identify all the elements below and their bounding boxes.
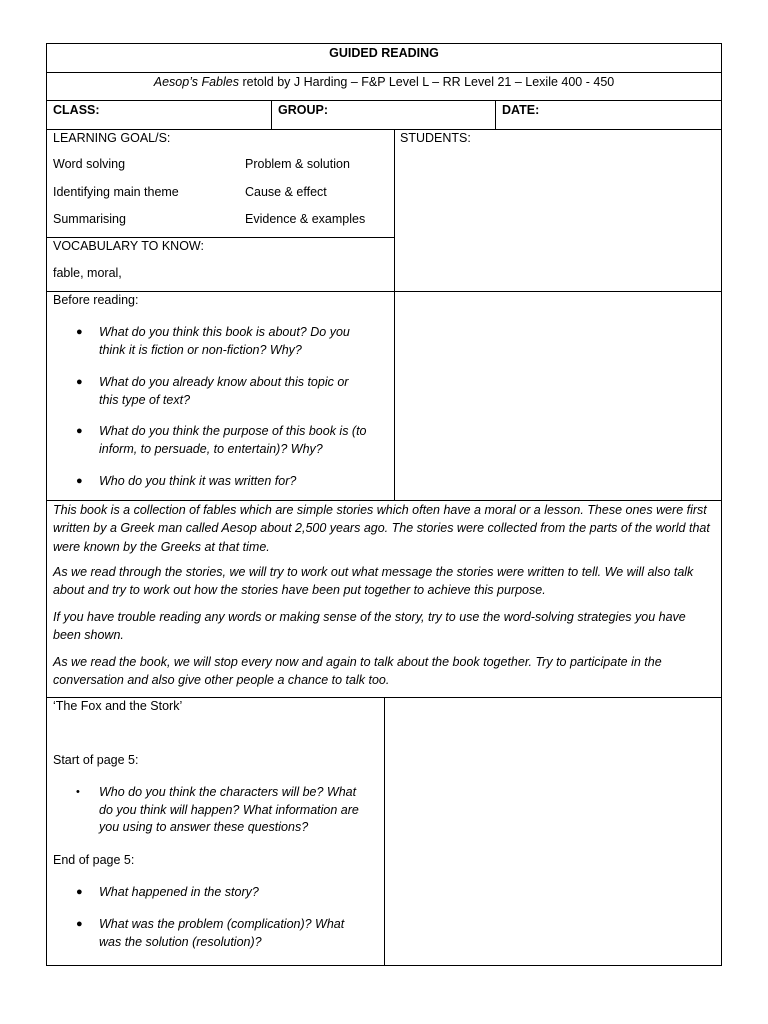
rule-story-split <box>384 697 385 966</box>
book-title: Aesop’s Fables <box>153 75 239 89</box>
date-label: DATE: <box>502 103 540 117</box>
rule-under-vocab <box>46 291 722 292</box>
vocabulary-words: fable, moral, <box>53 266 122 280</box>
book-details: retold by J Harding – F&P Level L – RR Level 21 – Lexile 400 - 450 <box>239 75 615 89</box>
bullet-icon: ● <box>76 326 83 338</box>
goal-evidence-examples: Evidence & examples <box>245 212 366 226</box>
rule-under-title <box>46 72 722 73</box>
bullet-icon: ● <box>76 918 83 930</box>
goal-word-solving: Word solving <box>53 157 126 171</box>
intro-paragraph-1: This book is a collection of fables which are simple stories which often have a moral or a lesson. These ones were first written by a Greek man called Aesop about 2,500 years ago. The stories were collected from the parts of the world that were known by the Greeks at that time. <box>53 503 710 554</box>
goal-summarising: Summarising <box>53 212 126 226</box>
rule-info-split-2 <box>495 100 496 129</box>
rule-under-book <box>46 100 722 101</box>
start-page-label: Start of page 5: <box>53 753 139 767</box>
book-line <box>46 74 722 91</box>
learning-goals-label: LEARNING GOAL/S: <box>53 131 171 145</box>
class-label: CLASS: <box>53 103 100 117</box>
goal-cause-effect: Cause & effect <box>245 185 327 199</box>
rule-goals-split <box>394 129 395 500</box>
students-label: STUDENTS: <box>400 131 471 145</box>
bullet-icon: ● <box>76 886 83 898</box>
intro-paragraph-4: As we read the book, we will stop every now and again to talk about the book together. Try to participate in the conversation and also give other people a chance to talk too. <box>53 655 662 688</box>
intro-paragraph-2: As we read through the stories, we will try to work out what message the stories were written to tell. We will also talk about and try to work out how the stories have been put together to achieve this purpose. <box>53 565 694 598</box>
page-title: GUIDED READING <box>329 46 439 60</box>
bullet-icon: ● <box>76 425 83 437</box>
story-title: ‘The Fox and the Stork’ <box>53 699 183 713</box>
goal-problem-solution: Problem & solution <box>245 157 350 171</box>
intro-paragraph-3: If you have trouble reading any words or making sense of the story, try to use the word-solving strategies you have been shown. <box>53 610 686 643</box>
bullet-icon: • <box>76 786 80 798</box>
bullet-icon: ● <box>76 475 83 487</box>
bullet-icon: ● <box>76 376 83 388</box>
vocabulary-label: VOCABULARY TO KNOW: <box>53 239 204 253</box>
before-reading-label: Before reading: <box>53 293 139 307</box>
group-label: GROUP: <box>278 103 328 117</box>
end-page-label: End of page 5: <box>53 853 135 867</box>
rule-info-split-1 <box>271 100 272 129</box>
goal-main-theme: Identifying main theme <box>53 185 179 199</box>
